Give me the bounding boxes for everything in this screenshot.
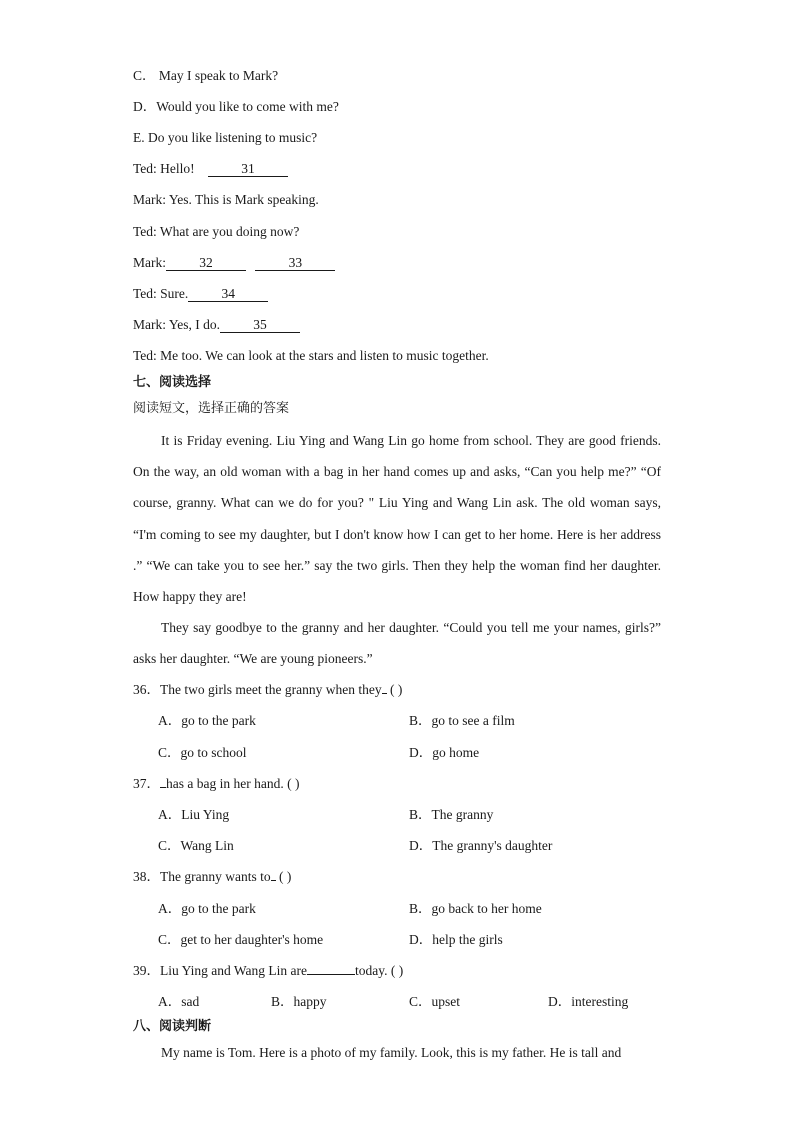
- q36-option-d[interactable]: D．go home: [409, 745, 480, 760]
- answer-paren: ( ): [389, 682, 403, 697]
- passage-paragraph-1: It is Friday evening. Liu Ying and Wang Lin go home from school. They are good friends. On the way, an old woman with a bag in her hand comes up and asks, “Can you help me?” “Of course, granny. What can we do for you? " Liu Ying and Wang Lin ask. The old woman says, “I'm coming to see my daughter, but I don't know how I can get to her home. Here is her address .” “We can take you to see her.” say the two girls. Then they help the woman find her daughter. How happy they are!: [133, 433, 661, 605]
- q38-option-d[interactable]: D．help the girls: [409, 932, 503, 947]
- dialog-speaker: Ted: Hello!: [133, 161, 195, 176]
- blank-33: 33: [255, 255, 335, 271]
- q39-option-a[interactable]: A．sad: [158, 994, 200, 1009]
- question-39: [133, 962, 403, 980]
- q38-option-c[interactable]: C．get to her daughter's home: [158, 932, 324, 947]
- q37-option-d[interactable]: D．The granny's daughter: [409, 838, 553, 853]
- question-38: [133, 868, 291, 886]
- dialog-line-2: Mark: Yes. This is Mark speaking.: [133, 192, 319, 207]
- dialog-line-1: [133, 160, 288, 178]
- q39-option-c[interactable]: C．upset: [409, 994, 461, 1009]
- question-number: 37．: [133, 776, 160, 791]
- q39-option-b[interactable]: B．happy: [271, 994, 327, 1009]
- dialog-line-6: [133, 316, 300, 334]
- dialog-line-5: [133, 285, 268, 303]
- question-stem: has a bag in her hand.: [166, 776, 284, 791]
- q39-option-d[interactable]: D．interesting: [548, 994, 629, 1009]
- q37-option-b[interactable]: B．The granny: [409, 807, 494, 822]
- answer-paren: ( ): [278, 869, 292, 884]
- dialog-speaker: Mark:: [133, 255, 166, 270]
- option-e: E. Do you like listening to music?: [133, 130, 318, 145]
- dialog-line-3: Ted: What are you doing now?: [133, 224, 300, 239]
- blank-32: 32: [166, 255, 246, 271]
- dialog-line-4: [133, 254, 335, 272]
- question-36: [133, 681, 402, 699]
- section-8-heading: 八、阅读判断: [133, 1019, 212, 1034]
- blank-34: 34: [188, 286, 268, 302]
- q36-option-c[interactable]: C．go to school: [158, 745, 247, 760]
- question-stem: 39．Liu Ying and Wang Lin are: [133, 963, 308, 978]
- question-stem: 36．The two girls meet the granny when they: [133, 682, 382, 697]
- question-stem: 38．The granny wants to: [133, 869, 271, 884]
- passage-paragraph-2: They say goodbye to the granny and her daughter. “Could you tell me your names, girls?” asks her daughter. “We are young pioneers.”: [133, 620, 661, 667]
- q36-option-a[interactable]: A．go to the park: [158, 713, 256, 728]
- option-c: C． May I speak to Mark?: [133, 68, 279, 83]
- question-stem-end: today.: [355, 963, 388, 978]
- dialog-speaker: Ted: Sure.: [133, 286, 189, 301]
- q37-option-a[interactable]: A．Liu Ying: [158, 807, 230, 822]
- q38-option-a[interactable]: A．go to the park: [158, 901, 256, 916]
- dialog-line-7: Ted: Me too. We can look at the stars and listen to music together.: [133, 348, 489, 363]
- section-7-instruction: 阅读短文，选择正确的答案: [133, 401, 290, 416]
- dialog-speaker: Mark: Yes, I do.: [133, 317, 221, 332]
- blank-35: 35: [220, 317, 300, 333]
- answer-paren: ( ): [287, 776, 300, 791]
- q38-option-b[interactable]: B．go back to her home: [409, 901, 542, 916]
- section-7-heading: 七、阅读选择: [133, 375, 212, 390]
- section-8-paragraph: My name is Tom. Here is a photo of my family. Look, this is my father. He is tall and: [161, 1045, 622, 1060]
- question-37: [133, 775, 299, 793]
- blank-31: 31: [208, 161, 288, 177]
- answer-paren: ( ): [390, 963, 404, 978]
- q36-option-b[interactable]: B．go to see a film: [409, 713, 515, 728]
- q37-option-c[interactable]: C．Wang Lin: [158, 838, 234, 853]
- option-d: D．Would you like to come with me?: [133, 99, 339, 114]
